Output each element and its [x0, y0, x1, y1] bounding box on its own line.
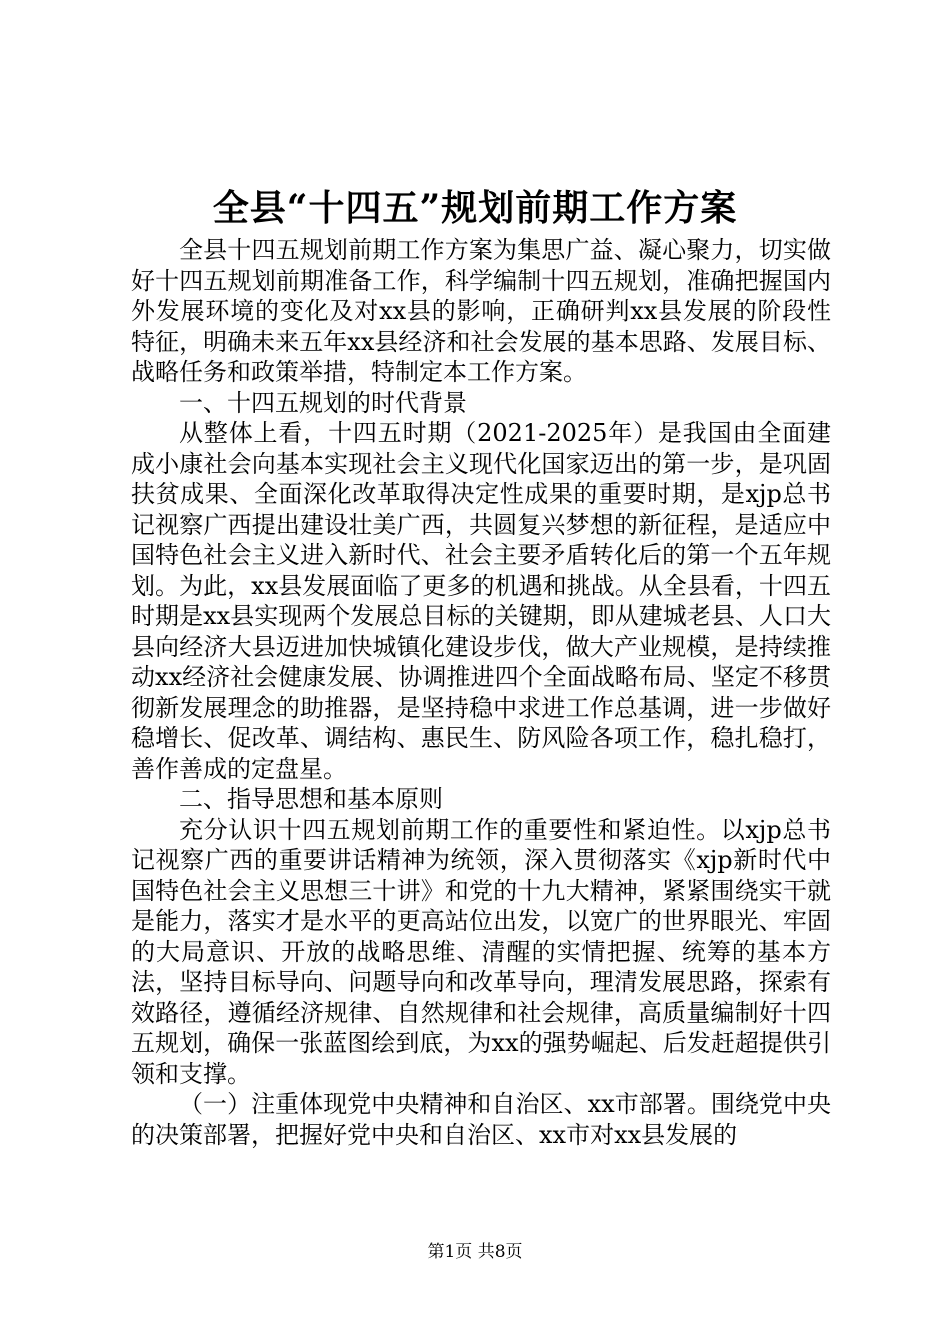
- section-heading-background: 一、十四五规划的时代背景: [179, 388, 467, 417]
- background-paragraph: 从整体上看，十四五时期（2021-2025年）是我国由全面建成小康社会向基本实现社会主义现代化国家迈出的第一步，是巩固扶贫成果、全面深化改革取得决定性成果的重要时期，是xjp总书记视察广西提出建设壮美广西，共圆复兴梦想的新征程，是适应中国特色社会主义进入新时代、社会主要矛盾转化后的第一个五年规划。为此，xx县发展面临了更多的机遇和挑战。从全县看，十四五时期是xx县实现两个发展总目标的关键期，即从建城老县、人口大县向经济大县迈进加快城镇化建设步伐，做大产业规模，是持续推动xx经济社会健康发展、协调推进四个全面战略布局、坚定不移贯彻新发展理念的助推器，是坚持稳中求进工作总基调，进一步做好稳增长、促改革、调结构、惠民生、防风险各项工作，稳扎稳打，善作善成的定盘星。: [131, 419, 831, 783]
- document-title: 全县“十四五”规划前期工作方案: [212, 187, 738, 229]
- principles-paragraph: 充分认识十四五规划前期工作的重要性和紧迫性。以xjp总书记视察广西的重要讲话精神为统领，深入贯彻落实《xjp新时代中国特色社会主义思想三十讲》和党的十九大精神，紧紧围绕实干就是能力，落实才是水平的更高站位出发，以宽广的世界眼光、牢固的大局意识、开放的战略思维、清醒的实情把握、统筹的基本方法，坚持目标导向、问题导向和改革导向，理清发展思路，探索有效路径，遵循经济规律、自然规律和社会规律，高质量编制好十四五规划，确保一张蓝图绘到底，为xx的强势崛起、后发赶超提供引领和支撑。: [131, 815, 831, 1088]
- principle-one-paragraph: （一）注重体现党中央精神和自治区、xx市部署。围绕党中央的决策部署，把握好党中央和自治区、xx市对xx县发展的: [131, 1090, 831, 1149]
- document-body: [131, 235, 831, 1150]
- intro-paragraph: 全县十四五规划前期工作方案为集思广益、凝心聚力，切实做好十四五规划前期准备工作，科学编制十四五规划，准确把握国内外发展环境的变化及对xx县的影响，正确研判xx县发展的阶段性特征，明确未来五年xx县经济和社会发展的基本思路、发展目标、战略任务和政策举措，特制定本工作方案。: [131, 236, 831, 386]
- section-heading-principles: 二、指导思想和基本原则: [179, 785, 443, 813]
- page-footer: 第1页 共8页: [427, 1242, 523, 1262]
